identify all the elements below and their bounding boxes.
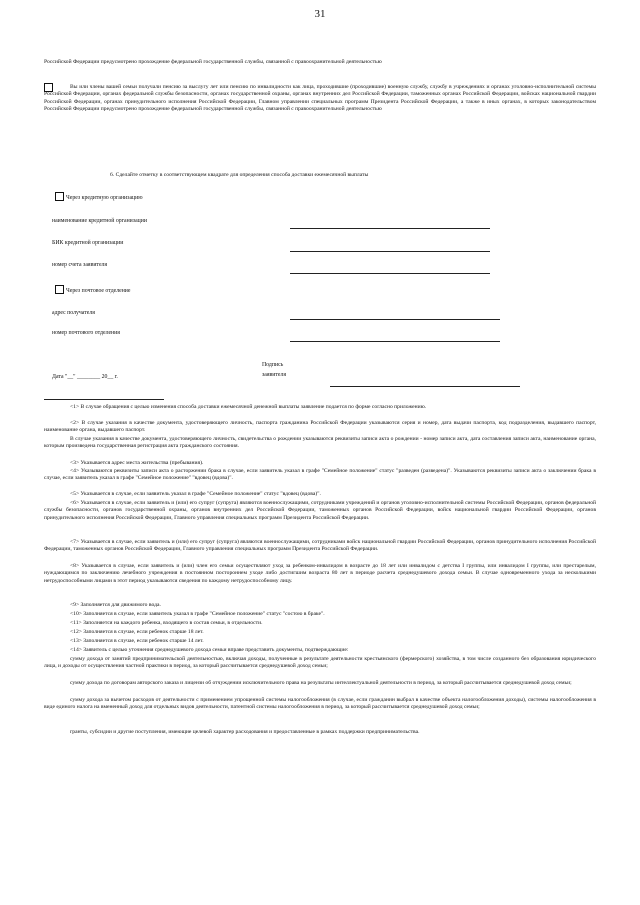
bik-label: БИК кредитной организации [52,240,124,246]
footnote-14-item-4: гранты, субсидии и другие поступления, имеющие целевой характер расходования и предоставленные в рамках поддержки предпринимательства. [70,729,420,735]
footnote-6: <6> Указывается в случае, если заявитель и (или) его супруг (супруга) являются военнослужащими, сотрудниками учреждений и органов уголовно-исполнительной системы Российской Федерации, органов федеральной службы безопасности, органов государственной охраны, органов внутренних дел Российской Федерации, таможенных органов Российской Федерации, войск национальной гвардии Российской Федерации, органов принудительного исполнения Российской Федерации, Главного управления специальных программ Президента Российской Федерации. [44,500,596,521]
footnote-5: <5> Указывается в случае, если заявитель указал в графе "Семейное положение" статус "вдовец (вдова)". [70,491,321,497]
account-line[interactable] [290,273,490,274]
bank-name-label: наименование кредитной организации [52,218,147,224]
post-office-line[interactable] [290,341,500,342]
footnote-12: <12> Заполняется в случае, если ребенок старше 18 лет. [70,629,204,635]
footnote-8: <8> Указывается в случае, если заявитель и (или) член его семьи осуществляют уход за ребенком-инвалидом в возрасте до 18 лет или инвалидом с детства I группы, или инвалидом I группы, или престарелым, нуждающимся по заключению лечебного учреждения в постоянном постороннем уходе либо достигшим возраста 80 лет в периоде расчета среднедушевого дохода семьи. В случае одновременного ухода за несколькими нетрудоспособными лицами в этот период указываются сведения по каждому нетрудоспособному лицу. [44,563,596,584]
footnote-14-item-1: сумму дохода от занятий предпринимательской деятельностью, включая доходы, полученные в результате деятельности крестьянского (фермерского) хозяйства, в том числе созданного без образования юридического лица, и доходы от осуществления частной практики в период, за который рассчитывается среднедушевой доход семьи; [44,656,596,670]
paragraph-pension: Вы или члены вашей семьи получали пенсию за выслугу лет или пенсию по инвалидности как лица, проходившие (проходившие) военную службу, службу в учреждениях и органах уголовно-исполнительной системы Российской Федерации, органах федеральной службы безопасности, органах государственной охраны, органах внутренних дел Российской Федерации, таможенных органах Российской Федерации, войсках национальной гвардии Российской Федерации, органах принудительного исполнения Российской Федерации, Главном управлении специальных программ Президента Российской Федерации, а также в иных органах, в которых законодательством Российской Федерации предусмотрено прохождение федеральной государственной службы, связанной с правоохранительной деятельностью [44,84,596,113]
account-label: номер счета заявителя [52,262,108,268]
date-label: Дата "__" ________ 20__ г. [52,374,118,380]
signature-caption-1: Подпись [262,362,284,368]
post-option-label: Через почтовое отделение [66,288,131,294]
footnote-11: <11> Заполняется на каждого ребенка, входящего в состав семьи, в отдельности. [70,620,263,626]
footnote-3: <3> Указывается адрес места жительства (пребывания). [70,460,204,466]
post-option-checkbox[interactable] [55,285,64,294]
paragraph-continuation: Российской Федерации предусмотрено прохождение федеральной государственной службы, связанной с правоохранительной деятельностью [44,59,382,65]
footnote-1: <1> В случае обращения с целью изменения способа доставки ежемесячной денежной выплаты заявление подается по форме согласно приложению. [70,404,427,410]
footnote-10: <10> Заполняется в случае, если заявитель указал в графе "Семейное положение" статус "состою в браке". [70,611,325,617]
footnote-7: <7> Указывается в случае, если заявитель и (или) его супруг (супруга) являются военнослужащими, сотрудниками войск национальной гвардии Российской Федерации, органов принудительного исполнения Российской Федерации, таможенных органов Российской Федерации, Главного управления специальных программ Президента Российской Федерации. [44,539,596,553]
footnote-13: <13> Заполняется в случае, если ребенок старше 14 лет. [70,638,204,644]
paragraph-delivery-method: 6. Сделайте отметку в соответствующем квадрате для определения способа доставки ежемесячной выплаты [110,172,369,178]
post-office-label: номер почтового отделения [52,330,120,336]
bik-line[interactable] [290,251,490,252]
address-label: адрес получателя [52,310,95,316]
footnote-2-cont: В случае указания в качестве документа, удостоверяющего личность, свидетельства о рождении указываются реквизиты записи акта о рождении - номер записи акта, дата составления записи акта, наименование органа, которым произведена государственная регистрация акта гражданского состояния. [44,436,596,450]
bank-name-line[interactable] [290,228,490,229]
footnote-14-item-3: сумму дохода за вычетом расходов от деятельности с применением упрощенной системы налогообложения (в случае, если гражданин выбрал в качестве объекта налогообложения доходы), системы налогообложения в виде единого налога на вмененный доход для отдельных видов деятельности, патентной системы налогообложения в период, за который рассчитывается среднедушевой доход семьи; [44,697,596,711]
footnote-separator [44,399,164,400]
signature-caption-2: заявителя [262,372,287,378]
footnote-9: <9> Заполняется для движимого вода. [70,602,161,608]
signature-line[interactable] [330,386,520,387]
page-number: 31 [314,8,326,20]
footnote-14: <14> Заявитель с целью уточнения среднедушевого дохода семьи вправе представить документы, подтверждающие: [70,647,349,653]
address-line[interactable] [290,319,500,320]
footnote-2: <2> В случае указания в качестве документа, удостоверяющего личность, паспорта гражданина Российской Федерации указываются серия и номер, дата выдачи паспорта, код подразделения, выдавшего паспорт, наименование органа, выдавшего паспорт. [44,420,596,434]
footnote-14-item-2: сумму дохода по договорам авторского заказа и лицензи об отчуждении исключительного права на результаты интеллектуальной деятельности в период, за который рассчитывается среднедушевой доход семьи; [70,680,572,686]
bank-option-checkbox[interactable] [55,192,64,201]
footnote-4: <4> Указываются реквизиты записи акта о расторжении брака в случае, если заявитель указал в графе "Семейное положение" статус "разведен (разведена)". Указываются реквизиты записи акта о заключении брака в случае, если заявитель указал в графе "Семейное положение" "вдовец (вдова)". [44,468,596,482]
bank-option-label: Через кредитную организацию [66,195,143,201]
